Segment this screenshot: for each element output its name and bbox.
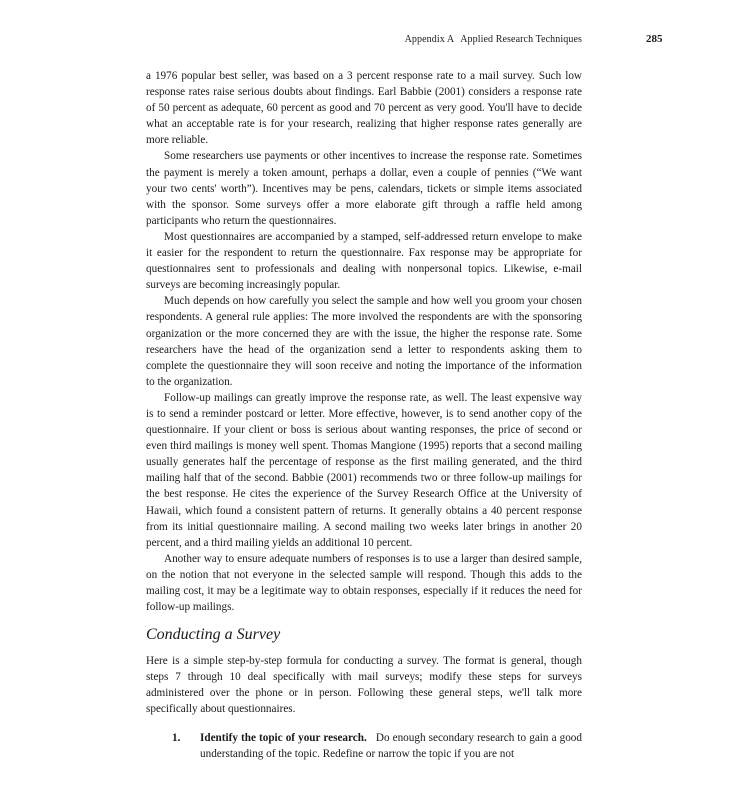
body-text <box>146 68 582 762</box>
chapter-title: Applied Research Techniques <box>460 34 582 45</box>
section-intro: Here is a simple step-by-step formula for conducting a survey. The format is general, though steps 7 through 10 deal specifically with mail surveys; modify these steps for surveys administered over the phone or in person. Following these general steps, we'll talk more specifically about questionnaires. <box>146 655 582 716</box>
paragraph: a 1976 popular best seller, was based on a 3 percent response rate to a mail survey. Such low response rates raise serious doubts about findings. Earl Babbie (2001) considers a response rate of 50 percent as adequate, 60 percent as good and 70 percent as very good. You'll have to decide what an acceptable rate is for your research, realizing that higher response rates generally are more reliable. <box>146 70 582 147</box>
step-text: Do enough secondary research to gain a good understanding of the topic. Redefine or narrow the topic if you are not <box>200 731 582 760</box>
section-heading: Conducting a Survey <box>146 626 281 644</box>
paragraph: Follow-up mailings can greatly improve the response rate, as well. The least expensive way is to send a reminder postcard or letter. More effective, however, is to send another copy of the questionnaire. If your client or boss is serious about wanting responses, the price of second or even third mailings is money well spent. Thomas Mangione (1995) reports that a second mailing usually generates half the percentage of response as the first mailing generated, and the third mailing half that of the second. Babbie (2001) recommends two or three follow-up mailings for the best response. He cites the experience of the Survey Research Office at the University of Hawaii, which found a consistent pattern of returns. It generally obtains a 40 percent response from its initial questionnaire mailing. A second mailing two weeks later brings in another 20 percent, and a third mailing yields an additional 10 percent. <box>146 391 582 549</box>
paragraph: Much depends on how carefully you select the sample and how well you groom your chosen respondents. A general rule applies: The more involved the respondents are with the sponsoring organization or the more concerned they are with the issue, the higher the response rate. Some researchers have the head of the organization send a letter to respondents asking them to complete the questionnaire they will soon receive and noting the importance of the information to the organization. <box>146 295 582 388</box>
running-head <box>146 34 582 45</box>
paragraph: Another way to ensure adequate numbers of responses is to use a larger than desired sample, on the notion that not everyone in the selected sample will respond. Though this adds to the mailing cost, it may be a legitimate way to obtain responses, especially if it reduces the need for follow-up mailings. <box>146 552 582 614</box>
paragraph: Most questionnaires are accompanied by a stamped, self-addressed return envelope to make it easier for the respondent to return the questionnaire. Fax response may be appropriate for questionnaires sent to professionals and dealing with nonpersonal topics. Likewise, e-mail surveys are becoming increasingly popular. <box>146 230 582 292</box>
paragraph: Some researchers use payments or other incentives to increase the response rate. Sometimes the payment is merely a token amount, perhaps a dollar, even a couple of pennies (“We want your two cents' worth”). Incentives may be pens, calendars, tickets or simple items associated with the sponsor. Some surveys offer a more elaborate gift through a raffle held among participants who return the questionnaires. <box>146 150 582 227</box>
step-number: 1. <box>172 731 181 744</box>
appendix-label: Appendix A <box>404 34 455 45</box>
page-number: 285 <box>646 33 663 45</box>
step-title: Identify the topic of your research. <box>200 731 367 744</box>
numbered-step <box>146 730 582 762</box>
